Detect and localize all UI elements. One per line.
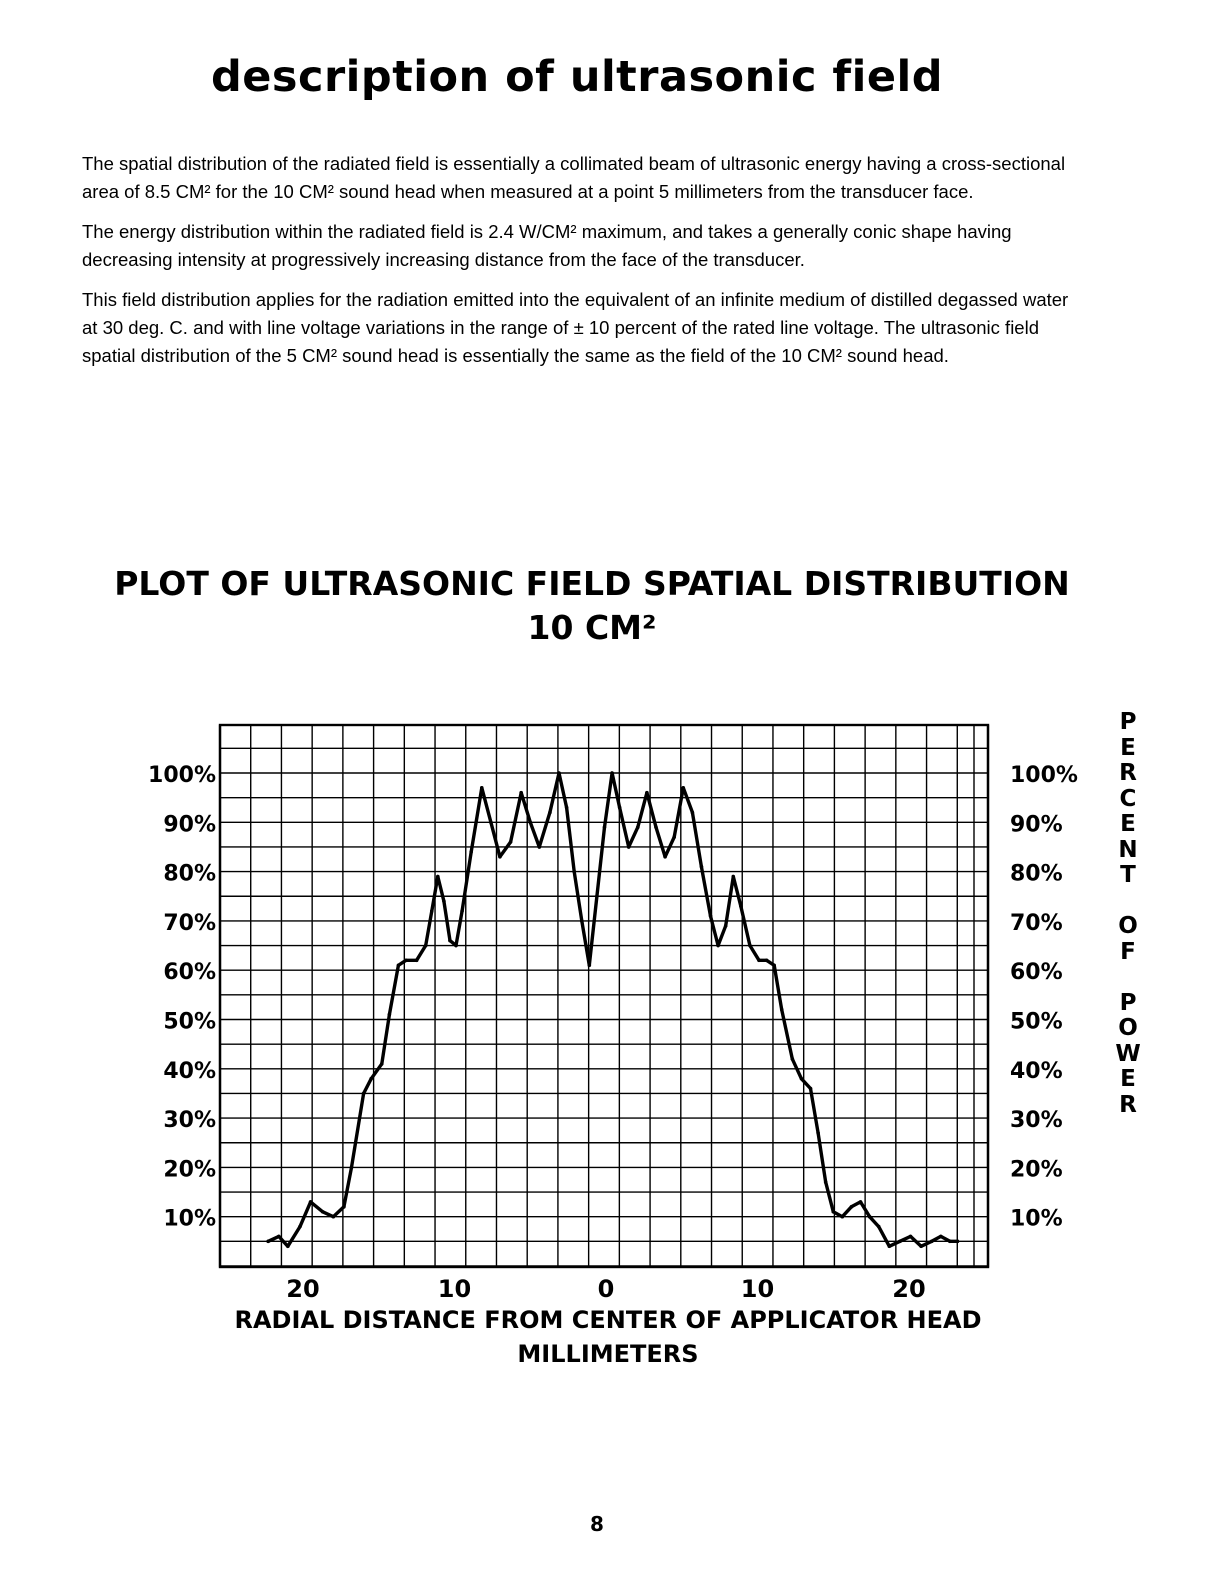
data-point bbox=[509, 840, 513, 844]
data-point bbox=[603, 825, 607, 829]
y-axis-title-letter: F bbox=[1120, 938, 1136, 965]
data-point bbox=[588, 963, 592, 967]
data-point bbox=[780, 1008, 784, 1012]
data-point bbox=[454, 944, 458, 948]
data-point bbox=[397, 963, 401, 967]
y-tick-label-right: 10% bbox=[1010, 1206, 1063, 1232]
data-point bbox=[332, 1215, 336, 1219]
x-tick-label: 20 bbox=[892, 1275, 926, 1303]
chart-title-line1: PLOT OF ULTRASONIC FIELD SPATIAL DISTRIBUTION bbox=[114, 564, 1070, 603]
data-point bbox=[636, 825, 640, 829]
plot-frame bbox=[220, 725, 988, 1267]
y-tick-label-right: 20% bbox=[1010, 1157, 1063, 1183]
data-point bbox=[681, 786, 685, 790]
data-point bbox=[436, 875, 440, 879]
y-axis-title-letter: W bbox=[1115, 1040, 1141, 1067]
y-axis-title-letter: O bbox=[1118, 1015, 1138, 1041]
data-point bbox=[909, 1235, 913, 1239]
data-point bbox=[724, 924, 728, 928]
data-point bbox=[565, 806, 569, 810]
data-point bbox=[757, 959, 761, 963]
y-axis-title-letter: E bbox=[1120, 734, 1136, 761]
data-point bbox=[519, 791, 523, 795]
data-point bbox=[548, 811, 552, 815]
data-point bbox=[277, 1235, 281, 1239]
y-tick-label-left: 40% bbox=[163, 1058, 216, 1084]
y-axis-title-letter: P bbox=[1119, 709, 1137, 735]
data-point bbox=[772, 963, 776, 967]
page-number: 8 bbox=[590, 1512, 604, 1536]
data-point bbox=[877, 1225, 881, 1229]
distribution-curve bbox=[268, 773, 957, 1246]
paragraph-2: The energy distribution within the radiated field is 2.4 W/CM² maximum, and takes a generally conic shape having decreasing intensity at progressively increasing distance from the face of the transducer. bbox=[82, 221, 1012, 270]
y-tick-label-left: 80% bbox=[163, 861, 216, 887]
data-point bbox=[948, 1240, 952, 1244]
data-point bbox=[469, 850, 473, 854]
data-point bbox=[489, 821, 493, 825]
data-point bbox=[956, 1240, 960, 1244]
y-axis-title-letter bbox=[1108, 889, 1148, 915]
y-tick-label-right: 30% bbox=[1010, 1108, 1063, 1134]
y-axis-title-letter: E bbox=[1120, 1066, 1136, 1092]
data-point bbox=[809, 1087, 813, 1091]
y-tick-label-left: 30% bbox=[163, 1108, 216, 1134]
data-point bbox=[816, 1131, 820, 1135]
y-tick-label-right: 80% bbox=[1010, 861, 1063, 887]
y-tick-label-right: 50% bbox=[1010, 1009, 1063, 1035]
data-point bbox=[342, 1205, 346, 1209]
data-point bbox=[557, 771, 561, 775]
data-point bbox=[595, 894, 599, 898]
y-axis-title-letter: R bbox=[1119, 1091, 1137, 1118]
data-point bbox=[898, 1240, 902, 1244]
y-tick-label-right: 70% bbox=[1010, 910, 1063, 936]
data-point bbox=[672, 835, 676, 839]
y-tick-label-right: 40% bbox=[1010, 1058, 1063, 1084]
x-tick-label: 20 bbox=[286, 1275, 320, 1303]
data-point bbox=[868, 1215, 872, 1219]
data-point bbox=[716, 944, 720, 948]
data-point bbox=[709, 914, 713, 918]
data-point bbox=[618, 806, 622, 810]
x-axis-units: MILLIMETERS bbox=[517, 1340, 699, 1368]
data-point bbox=[298, 1225, 302, 1229]
data-point bbox=[309, 1200, 313, 1204]
data-point bbox=[266, 1240, 270, 1244]
data-point bbox=[580, 919, 584, 923]
data-point bbox=[448, 939, 452, 943]
y-tick-label-left: 10% bbox=[163, 1206, 216, 1232]
data-point bbox=[645, 791, 649, 795]
data-point bbox=[841, 1215, 845, 1219]
data-point bbox=[380, 1062, 384, 1066]
y-axis-title-letter: O bbox=[1118, 913, 1138, 939]
data-point bbox=[850, 1205, 854, 1209]
data-point bbox=[528, 821, 532, 825]
x-tick-label: 10 bbox=[740, 1275, 775, 1303]
data-point bbox=[498, 855, 502, 859]
data-point bbox=[572, 870, 576, 874]
data-point bbox=[800, 1077, 804, 1081]
data-point bbox=[404, 959, 408, 963]
y-axis-title-letter: C bbox=[1119, 785, 1137, 812]
y-axis-title-vertical bbox=[1108, 710, 1148, 1118]
data-point bbox=[480, 786, 484, 790]
data-point bbox=[888, 1244, 892, 1248]
data-point bbox=[700, 865, 704, 869]
y-axis-title-letter bbox=[1108, 965, 1148, 991]
y-axis-title-letter: P bbox=[1119, 989, 1137, 1016]
y-tick-label-left: 90% bbox=[163, 812, 216, 838]
data-point bbox=[731, 875, 735, 879]
chart-subtitle: 10 CM² bbox=[527, 608, 657, 647]
data-point bbox=[919, 1244, 923, 1248]
x-tick-label: 10 bbox=[437, 1275, 472, 1303]
y-axis-title-letter: T bbox=[1120, 862, 1136, 888]
data-point bbox=[663, 855, 667, 859]
data-point bbox=[765, 959, 769, 963]
y-tick-label-right: 90% bbox=[1010, 812, 1063, 838]
y-tick-label-right: 60% bbox=[1010, 960, 1063, 986]
page-title: description of ultrasonic field bbox=[210, 52, 944, 102]
data-point bbox=[791, 1057, 795, 1061]
data-point bbox=[627, 845, 631, 849]
data-point bbox=[362, 1092, 366, 1096]
data-point bbox=[739, 904, 743, 908]
data-point bbox=[748, 944, 752, 948]
data-point bbox=[939, 1235, 943, 1239]
y-tick-label-left: 100% bbox=[148, 763, 216, 788]
data-point bbox=[442, 899, 446, 903]
data-point bbox=[859, 1200, 863, 1204]
data-point bbox=[691, 811, 695, 815]
data-point bbox=[824, 1180, 828, 1184]
y-axis-title-letter: R bbox=[1119, 760, 1137, 786]
data-point bbox=[610, 771, 614, 775]
y-axis-title-letter: E bbox=[1120, 811, 1136, 837]
data-point bbox=[424, 944, 428, 948]
y-tick-label-right: 100% bbox=[1010, 763, 1078, 788]
data-point bbox=[415, 959, 419, 963]
paragraph-1: The spatial distribution of the radiated field is essentially a collimated beam of ultrasonic energy having a cross-sectional area of 8.5 CM² for the 10 CM² sound head when measured at a point 5 millimeters from the transducer face. bbox=[82, 153, 1066, 202]
y-tick-label-left: 20% bbox=[163, 1157, 216, 1183]
data-point bbox=[388, 1013, 392, 1017]
data-point bbox=[369, 1077, 373, 1081]
data-point bbox=[538, 845, 542, 849]
data-point bbox=[286, 1244, 290, 1248]
data-point bbox=[831, 1210, 835, 1214]
data-point bbox=[430, 909, 434, 913]
y-tick-label-left: 60% bbox=[163, 960, 216, 986]
y-axis-title-letter: N bbox=[1118, 836, 1138, 863]
x-axis-title: RADIAL DISTANCE FROM CENTER OF APPLICATOR HEAD bbox=[234, 1306, 982, 1334]
x-tick-label: 0 bbox=[597, 1275, 615, 1303]
data-point bbox=[460, 909, 464, 913]
y-tick-label-left: 50% bbox=[163, 1009, 216, 1035]
y-tick-label-left: 70% bbox=[163, 910, 216, 936]
data-point bbox=[321, 1210, 325, 1214]
paragraph-3: This field distribution applies for the radiation emitted into the equivalent of an infinite medium of distilled degassed water at 30 deg. C. and with line voltage variations in the range of ± 10 percent of the rated line voltage. The ultrasonic field spatial distribution of the 5 CM² sound head is essentially the same as the field of the 10 CM² sound head. bbox=[82, 289, 1069, 366]
data-point bbox=[654, 825, 658, 829]
data-point bbox=[350, 1166, 354, 1170]
data-point bbox=[930, 1240, 934, 1244]
